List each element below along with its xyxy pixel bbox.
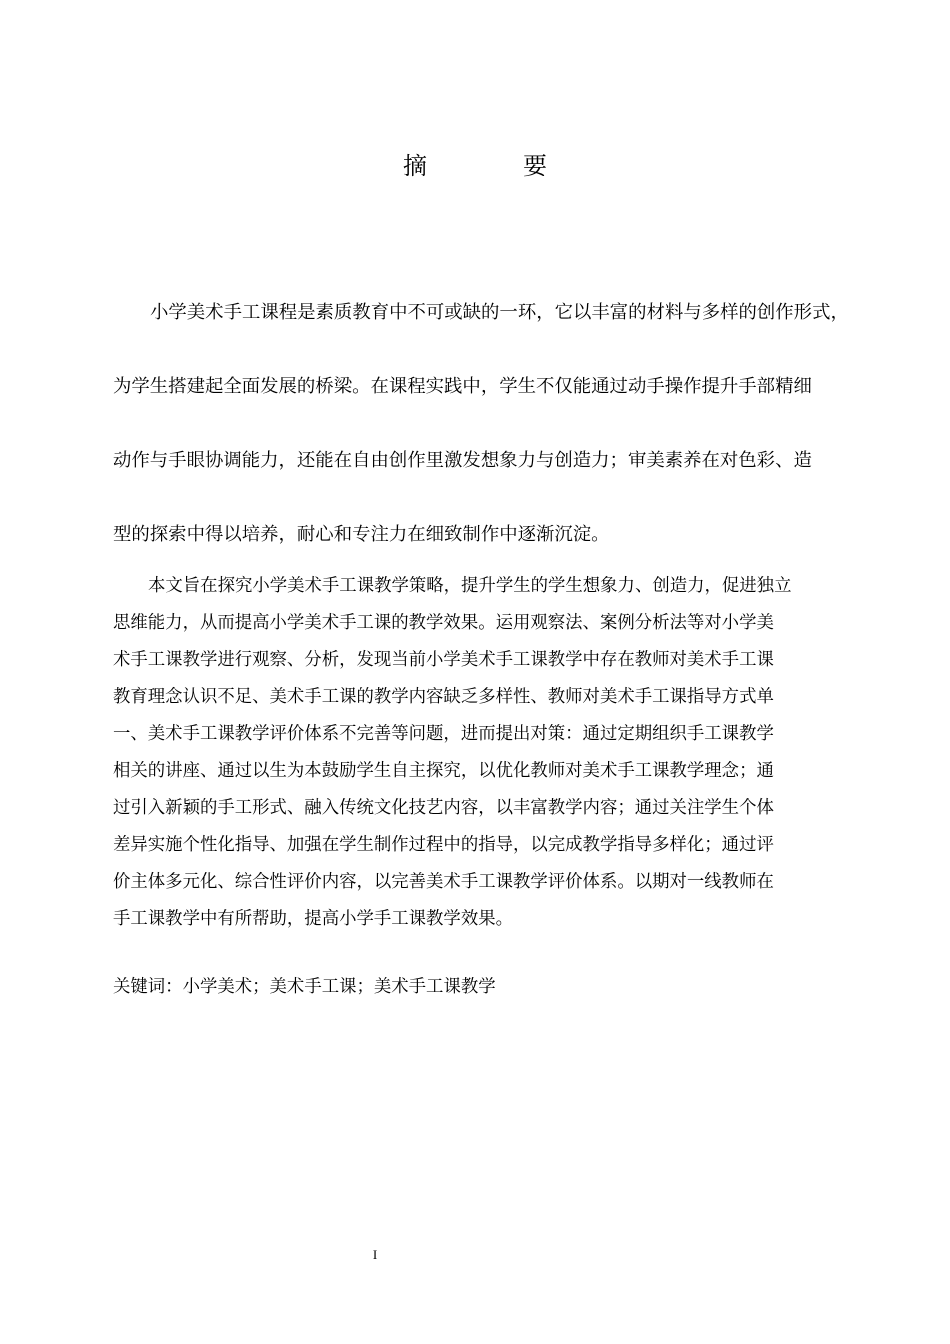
page-title: 摘 要: [403, 152, 583, 180]
keywords-values: 小学美术；美术手工课；美术手工课教学: [182, 977, 496, 997]
body-paragraph-line: 思维能力，从而提高小学美术手工课的教学效果。运用观察法、案例分析法等对小学美: [113, 613, 774, 633]
keywords-label: 关键词：: [113, 977, 183, 997]
body-paragraph-line: 本文旨在探究小学美术手工课教学策略，提升学生的学生想象力、创造力，促进独立: [148, 576, 792, 596]
body-paragraph-line: 手工课教学中有所帮助，提高小学手工课教学效果。: [113, 909, 513, 929]
body-paragraph-line: 一、美术手工课教学评价体系不完善等问题，进而提出对策：通过定期组织手工课教学: [113, 724, 774, 744]
lead-paragraph-line: 动作与手眼协调能力，还能在自由创作里激发想象力与创造力；审美素养在对色彩、造: [113, 450, 812, 471]
lead-paragraph: [113, 276, 858, 572]
keywords-line: [113, 972, 496, 1001]
body-paragraph-line: 价主体多元化、综合性评价内容，以完善美术手工课教学评价体系。以期对一线教师在: [113, 872, 774, 892]
lead-paragraph-line: 为学生搭建起全面发展的桥梁。在课程实践中，学生不仅能通过动手操作提升手部精细: [113, 376, 812, 397]
lead-paragraph-line: 型的探索中得以培养，耐心和专注力在细致制作中逐渐沉淀。: [113, 524, 610, 545]
body-paragraph-line: 教育理念认识不足、美术手工课的教学内容缺乏多样性、教师对美术手工课指导方式单: [113, 687, 774, 707]
body-paragraph-line: 过引入新颖的手工形式、融入传统文化技艺内容，以丰富教学内容；通过关注学生个体: [113, 798, 774, 818]
body-paragraph-line: 差异实施个性化指导、加强在学生制作过程中的指导，以完成教学指导多样化；通过评: [113, 835, 774, 855]
body-paragraph-line: 术手工课教学进行观察、分析，发现当前小学美术手工课教学中存在教师对美术手工课: [113, 650, 774, 670]
body-paragraph: [113, 568, 858, 938]
lead-paragraph-line: 小学美术手工课程是素质教育中不可或缺的一环，它以丰富的材料与多样的创作形式，: [150, 302, 849, 323]
page-number: I: [372, 1247, 378, 1262]
body-paragraph-line: 相关的讲座、通过以生为本鼓励学生自主探究，以优化教师对美术手工课教学理念；通: [113, 761, 774, 781]
